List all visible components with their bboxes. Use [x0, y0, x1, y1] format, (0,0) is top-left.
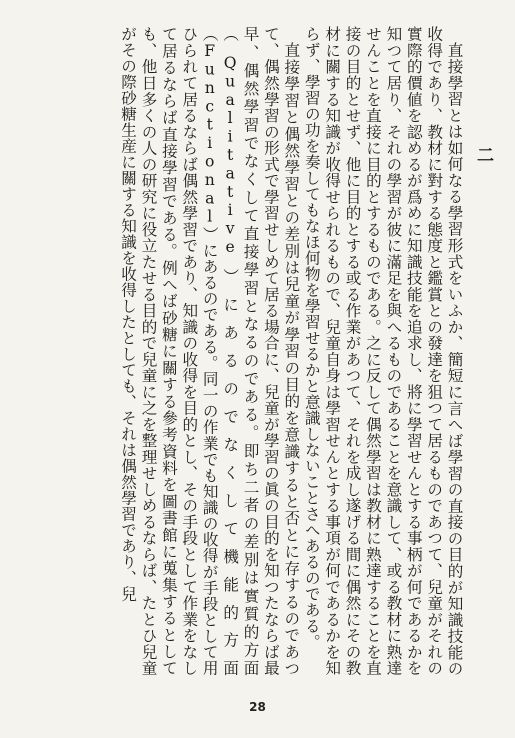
page-number: 28: [249, 700, 266, 714]
section-number: 二: [473, 146, 493, 164]
paragraph: 直接學習と偶然學習との差別は兒童が學習の目的を意識すると否とに存するのであつて、偶然學習の形式で學習せしめて居る場合に、兒童が學習の眞の目的を知つたならば最早、偶然學習でなくして直接學習となるのである。即ち二者の差別は實質的方面（Qualitative）にあるのでなくして機能的方面（Functional）にあるのである。同一の作業でも知識の收得が手段として用ひられて居るならば偶然學習であり、知識の收得を目的とし、その手段として作業をなして居るならば直接學習である。例へば砂糖に關する參考資料を圖書館に蒐集するとしても、他日多くの人の研究に役立たせる目的で兒童に之を整理せしめるならば、たとひ兒童がその際砂糖生産に關する知識を收得したとしても、それは偶然學習であり、兒: [119, 26, 301, 676]
body-text: [118, 26, 493, 676]
paragraph: 直接學習とは如何なる學習形式をいふか、簡短に言へば學習の直接の目的が知識技能の收得であり、教材に對する態度と鑑賞との發達を狙つて居るものであつて、兒童がそれの實際的價値を認めるが爲めに知識技能を追求し、將に學習せんとする事柄が何であるかを知つて居り、それの學習が彼に滿足を與へるものであることを意識して、或る教材に熟達せんことを直接に目的とするものである。之に反して偶然學習は教材に熟達することを直接の目的とせず、他に目的とする或る作業があつて、それを成し遂げる間に偶然にその教材に關する知識が收得せられるもので、兒童自身は學習せんとする事項が何であるかを知らず、學習の功を奏してもなほ何物を學習せるかと意識しないことさへあるのである。: [302, 26, 464, 676]
